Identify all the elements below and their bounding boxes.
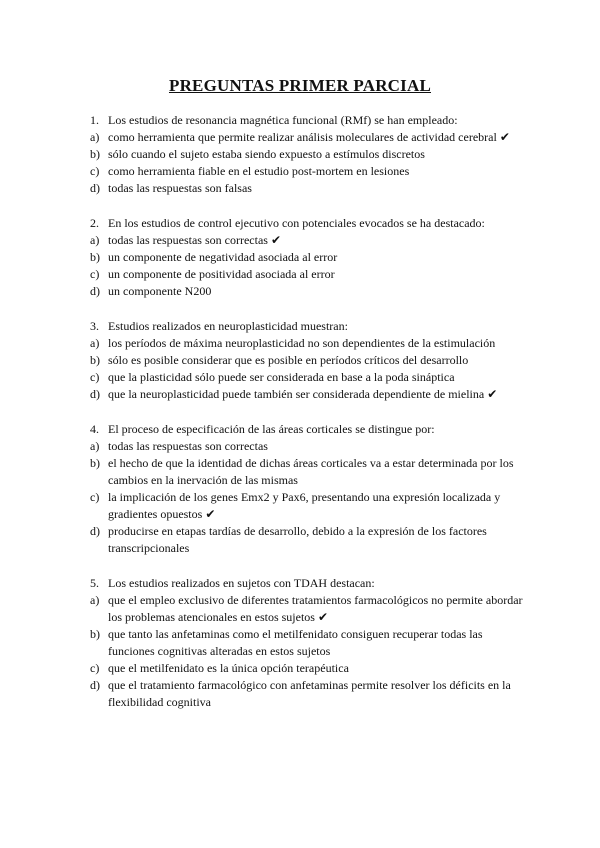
option-letter: d)	[90, 678, 100, 692]
option-list	[90, 129, 530, 197]
option-letter: d)	[90, 284, 100, 298]
option-letter: b)	[90, 147, 100, 161]
option-letter: a)	[90, 593, 100, 607]
option-text: que la plasticidad sólo puede ser considerada en base a la poda sináptica	[108, 370, 455, 384]
answer-option	[90, 455, 530, 489]
option-list	[90, 438, 530, 557]
answer-option	[90, 283, 530, 300]
option-text: un componente de positividad asociada al error	[108, 267, 335, 281]
option-text: todas las respuestas son correctas	[108, 439, 268, 453]
option-text: que el tratamiento farmacológico con anfetaminas permite resolver los déficits en la flexibilidad cognitiva	[108, 678, 511, 709]
option-text: la implicación de los genes Emx2 y Pax6, presentando una expresión localizada y gradientes opuestos	[108, 490, 501, 521]
answer-option	[90, 438, 530, 455]
answer-option	[90, 677, 530, 711]
answer-option	[90, 146, 530, 163]
question-2	[90, 215, 530, 300]
answer-option	[90, 660, 530, 677]
option-letter: a)	[90, 336, 100, 350]
answer-option	[90, 163, 530, 180]
answer-option	[90, 369, 530, 386]
option-text: un componente de negatividad asociada al error	[108, 250, 338, 264]
option-text: todas las respuestas son falsas	[108, 181, 252, 195]
option-text: sólo cuando el sujeto estaba siendo expuesto a estímulos discretos	[108, 147, 425, 161]
answer-option	[90, 592, 530, 626]
answer-option	[90, 129, 530, 146]
checkmark-icon: ✔	[487, 387, 498, 401]
question-stem	[90, 421, 530, 438]
option-list	[90, 592, 530, 711]
option-letter: c)	[90, 490, 100, 504]
answer-option	[90, 232, 530, 249]
question-number: 4.	[90, 422, 99, 436]
question-stem	[90, 215, 530, 232]
question-text: Estudios realizados en neuroplasticidad muestran:	[108, 319, 348, 333]
question-1	[90, 112, 530, 197]
answer-option	[90, 266, 530, 283]
option-text: sólo es posible considerar que es posible en períodos críticos del desarrollo	[108, 353, 469, 367]
option-text: los períodos de máxima neuroplasticidad no son dependientes de la estimulación	[108, 336, 496, 350]
option-letter: b)	[90, 250, 100, 264]
question-number: 2.	[90, 216, 99, 230]
option-letter: c)	[90, 164, 100, 178]
option-letter: c)	[90, 267, 100, 281]
checkmark-icon: ✔	[205, 507, 216, 521]
option-text: que el empleo exclusivo de diferentes tratamientos farmacológicos no permite abordar los problemas atencionales en estos sujetos	[108, 593, 523, 624]
checkmark-icon: ✔	[270, 233, 282, 247]
question-stem	[90, 318, 530, 335]
option-letter: a)	[90, 130, 100, 144]
option-letter: c)	[90, 370, 100, 384]
page-title: PREGUNTAS PRIMER PARCIAL	[168, 76, 431, 95]
answer-option	[90, 335, 530, 352]
option-text: como herramienta fiable en el estudio post-mortem en lesiones	[108, 164, 410, 178]
checkmark-icon: ✔	[317, 610, 329, 624]
question-stem	[90, 112, 530, 129]
question-number: 3.	[90, 319, 99, 333]
option-text: todas las respuestas son correctas	[108, 233, 268, 247]
option-text: producirse en etapas tardías de desarrollo, debido a la expresión de los factores transcripcionales	[108, 524, 487, 555]
option-text: como herramienta que permite realizar análisis moleculares de actividad cerebral	[108, 130, 497, 144]
checkmark-icon: ✔	[499, 130, 510, 144]
question-text: En los estudios de control ejecutivo con potenciales evocados se ha destacado:	[108, 216, 485, 230]
question-3	[90, 318, 530, 403]
question-text: El proceso de especificación de las áreas corticales se distingue por:	[108, 422, 435, 436]
question-number: 5.	[90, 576, 99, 590]
answer-option	[90, 352, 530, 369]
option-text: que la neuroplasticidad puede también ser considerada dependiente de mielina	[108, 387, 485, 401]
option-letter: b)	[90, 627, 100, 641]
option-letter: b)	[90, 353, 100, 367]
question-number: 1.	[90, 113, 99, 127]
option-text: el hecho de que la identidad de dichas áreas corticales va a estar determinada por los cambios en la inervación de las mismas	[108, 456, 514, 487]
answer-option	[90, 523, 530, 557]
option-letter: c)	[90, 661, 100, 675]
option-list	[90, 232, 530, 300]
question-5	[90, 575, 530, 711]
option-text: que tanto las anfetaminas como el metilfenidato consiguen recuperar todas las funciones cognitivas alteradas en estos sujetos	[108, 627, 483, 658]
answer-option	[90, 180, 530, 197]
question-4	[90, 421, 530, 557]
option-text: un componente N200	[108, 284, 212, 298]
option-letter: d)	[90, 524, 100, 538]
answer-option	[90, 489, 530, 523]
question-text: Los estudios de resonancia magnética funcional (RMf) se han empleado:	[108, 113, 458, 127]
question-stem	[90, 575, 530, 592]
answer-option	[90, 249, 530, 266]
option-letter: a)	[90, 233, 100, 247]
option-letter: a)	[90, 439, 100, 453]
option-letter: b)	[90, 456, 100, 470]
option-text: que el metilfenidato es la única opción terapéutica	[108, 661, 349, 675]
option-letter: d)	[90, 181, 100, 195]
answer-option	[90, 626, 530, 660]
option-list	[90, 335, 530, 403]
answer-option	[90, 386, 530, 403]
question-text: Los estudios realizados en sujetos con TDAH destacan:	[108, 576, 375, 590]
question-list	[90, 112, 530, 729]
option-letter: d)	[90, 387, 100, 401]
